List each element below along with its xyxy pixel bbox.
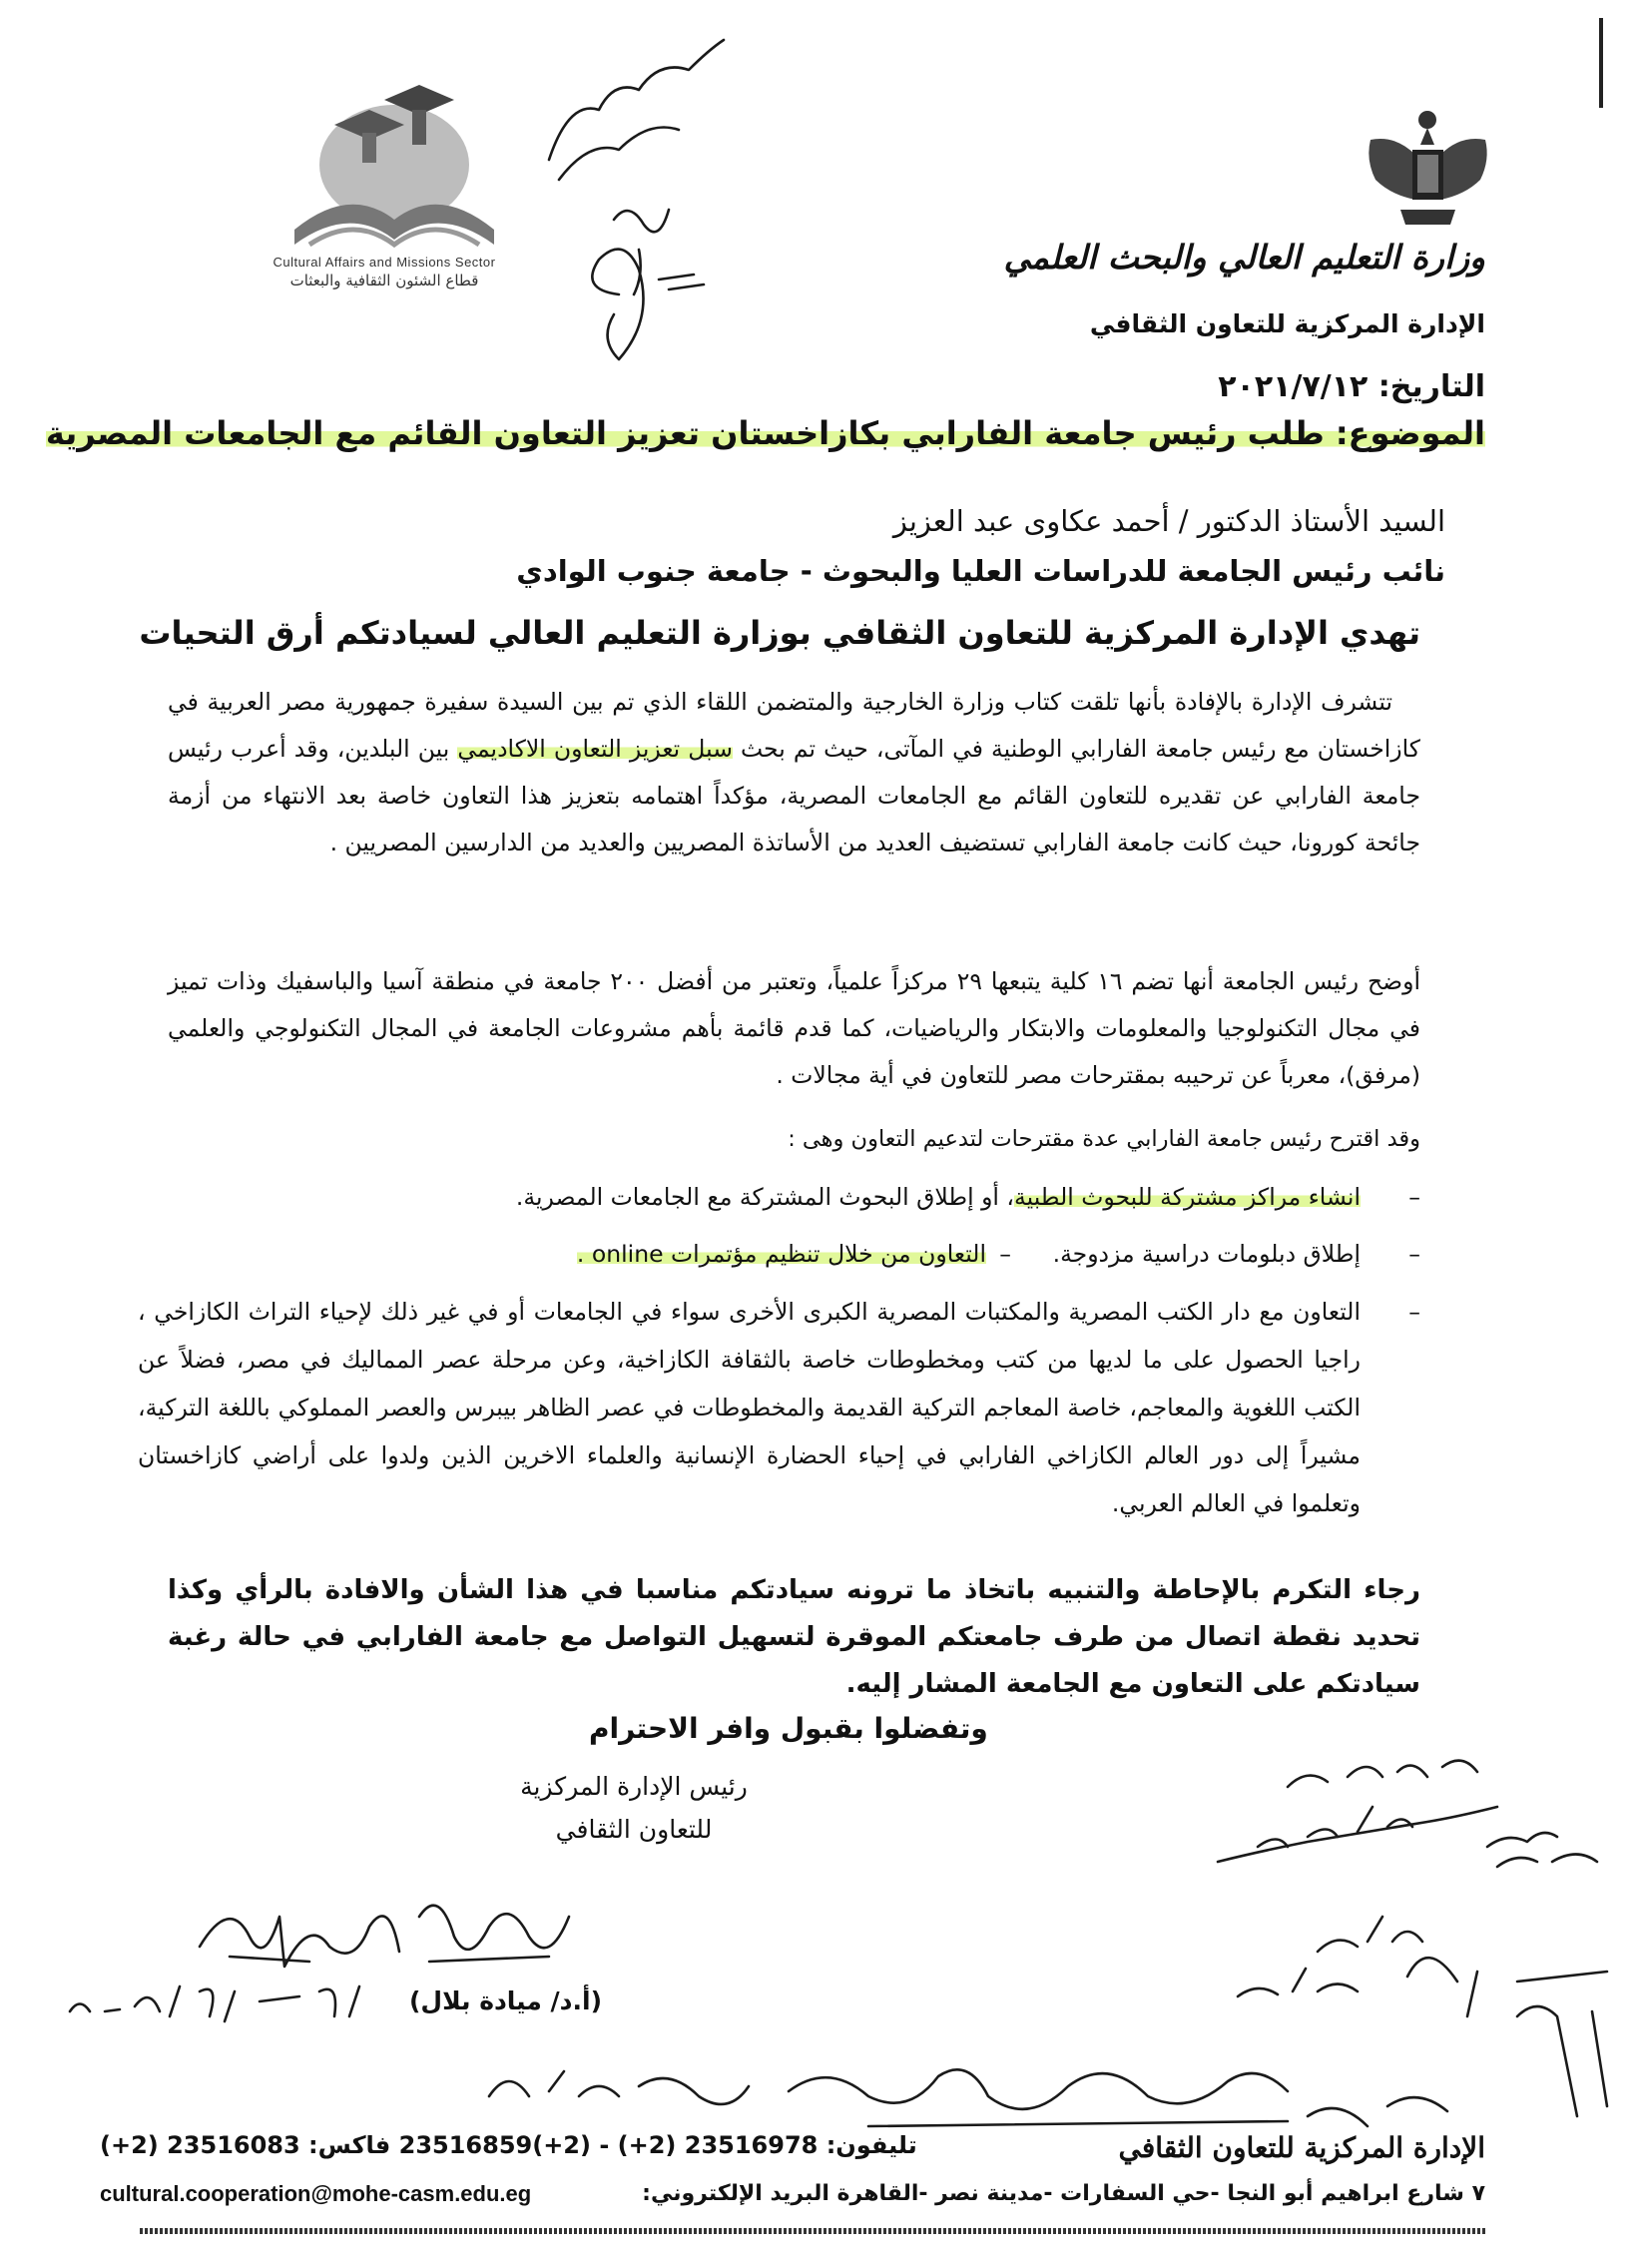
footer-divider (140, 2228, 1487, 2234)
subject-text: الموضوع: طلب رئيس جامعة الفارابي بكازاخستان تعزيز التعاون القائم مع الجامعات المصرية (45, 414, 1485, 452)
body-paragraph-3: وقد اقترح رئيس جامعة الفارابي عدة مقترحات لتدعيم التعاون وهى : (788, 1126, 1420, 1152)
footer-email-link[interactable]: cultural.cooperation@mohe-casm.edu.eg (100, 2181, 532, 2206)
proposal-1-rest: ، أو إطلاق البحوث المشتركة مع الجامعات المصرية. (515, 1183, 1015, 1211)
logo-caption-en: Cultural Affairs and Missions Sector (273, 255, 496, 270)
bullet-dash: – (1408, 1240, 1420, 1268)
letter-subject (46, 414, 1485, 452)
p1-highlight: سبل تعزيز التعاون الاكاديمي (457, 735, 733, 763)
handwritten-annotation-top (519, 20, 739, 379)
ministry-name: وزارة التعليم العالي والبحث العلمي (1003, 238, 1485, 277)
footer-department: الإدارة المركزية للتعاون الثقافي (1118, 2131, 1485, 2164)
department-name: الإدارة المركزية للتعاون الثقافي (1089, 309, 1485, 338)
closing-line: وتفضلوا بقبول وافر الاحترام (589, 1712, 988, 1745)
proposal-1-highlight: انشاء مراكز مشتركة للبحوث الطبية (1014, 1183, 1361, 1211)
greeting-line: تهدي الإدارة المركزية للتعاون الثقافي بوزارة التعليم العالي لسيادتكم أرق التحيات (139, 614, 1420, 652)
proposal-item-1 (516, 1173, 1420, 1221)
footer-phones: تليفون: 23516978 (2+) - (2+)23516859 فاكس: 23516083 (2+) (100, 2131, 917, 2159)
recipient-name: السيد الأستاذ الدكتور / أحمد عكاوى عبد العزيز (892, 504, 1445, 538)
signatory-title: رئيس الإدارة المركزية (520, 1772, 748, 1801)
signatory-title-2: للتعاون الثقافي (555, 1815, 713, 1844)
p1-part-a: تتشرف الإدارة بالإفادة بأنها تلقت كتاب وزارة الخارجية والمتضمن اللقاء الذي تم بين السيدة سفيرة جمهورية مصر العربية في كازاخستان مع رئيس جامعة الفارابي الوطنية في المآتى، حيث تم بحث (168, 688, 1420, 763)
eagle-emblem-icon (1361, 100, 1495, 240)
footer-address: ٧ شارع ابراهيم أبو النجا -حي السفارات -مدينة نصر -القاهرة البريد الإلكتروني: (642, 2181, 1485, 2206)
scan-edge-mark (1599, 18, 1603, 108)
proposal-3-text: التعاون من خلال تنظيم مؤتمرات online . (576, 1240, 986, 1268)
request-paragraph: رجاء التكرم بالإحاطة والتنبيه باتخاذ ما ترونه سيادتكم مناسبا في هذا الشأن والافادة بالرأي وكذا تحديد نقطة اتصال من طرف جامعتكم الموقرة لتسهيل التواصل مع جامعة الفارابي في حالة رغبة سيادتكم على التعاون مع الجامعة المشار إليه. (168, 1575, 1420, 1699)
handwritten-date-sign (60, 1972, 419, 2031)
bullet-dash: – (1408, 1183, 1420, 1211)
proposal-item-4: التعاون مع دار الكتب المصرية والمكتبات المصرية الكبرى الأخرى سواء في الجامعات أو في غير ذلك لإحياء التراث الكازاخي ، راجيا الحصول على ما لديها من كتب ومخطوطات خاصة بالثقافة الكازاخية، وعن مرحلة عصر المماليك في مصر، فضلاً عن الكتب اللغوية والمعاجم، خاصة المعاجم التركية القديمة والمخطوطات في عصر الظاهر بيبرس والعصر المملوكي باللغة التركية، مشيراً إلى دور العالم الكازاخي الفارابي في إحياء الحضارة الإنسانية والعلماء الاخرين الذين ولدوا على أراضي كازاخستان وتعلموا في العالم العربي. (138, 1298, 1361, 1517)
bullet-dash: – (1408, 1298, 1420, 1326)
proposal-1-text (516, 1183, 1361, 1211)
body-paragraph-1 (168, 679, 1420, 866)
logo-caption-ar: قطاع الشئون الثقافية والبعثات (289, 272, 479, 289)
proposal-item-3 (577, 1230, 986, 1278)
p1-part-b: بين البلدين، وقد أعرب رئيس جامعة الفارابي عن تقديره للتعاون القائم مع الجامعات المصرية، مؤكداً اهتمامه بتعزيز هذا التعاون خاصة بعد الانتهاء من أزمة جائحة كورونا، حيث كانت جامعة الفارابي تستضيف العديد من الأساتذة المصريين والعديد من الدارسين المصريين . (168, 735, 1420, 856)
recipient-title: نائب رئيس الجامعة للدراسات العليا والبحوث - جامعة جنوب الوادي (516, 554, 1445, 588)
signature-scribble (170, 1857, 609, 1986)
signatory-name: (أ.د/ ميادة بلال) (409, 1986, 603, 2015)
body-paragraph-2: أوضح رئيس الجامعة أنها تضم ١٦ كلية يتبعها ٢٩ مركزاً علمياً، وتعتبر من أفضل ٢٠٠ جامعة في منطقة آسيا والباسفيك وذات تميز في مجال التكنولوجيا والمعلومات والابتكار والرياضيات، كما قدم قائمة بأهم مشروعات الجامعة في المجال التكنولوجي والعلمي (مرفق)، معرباً عن ترحيبه بمقترحات مصر للتعاون في أية مجالات . (168, 967, 1420, 1089)
letter-date: التاريخ: ٢٠٢١/٧/١٢ (1218, 369, 1485, 404)
bullet-dash: – (999, 1240, 1011, 1268)
proposal-item-2: إطلاق دبلومات دراسية مزدوجة. (1052, 1240, 1361, 1268)
